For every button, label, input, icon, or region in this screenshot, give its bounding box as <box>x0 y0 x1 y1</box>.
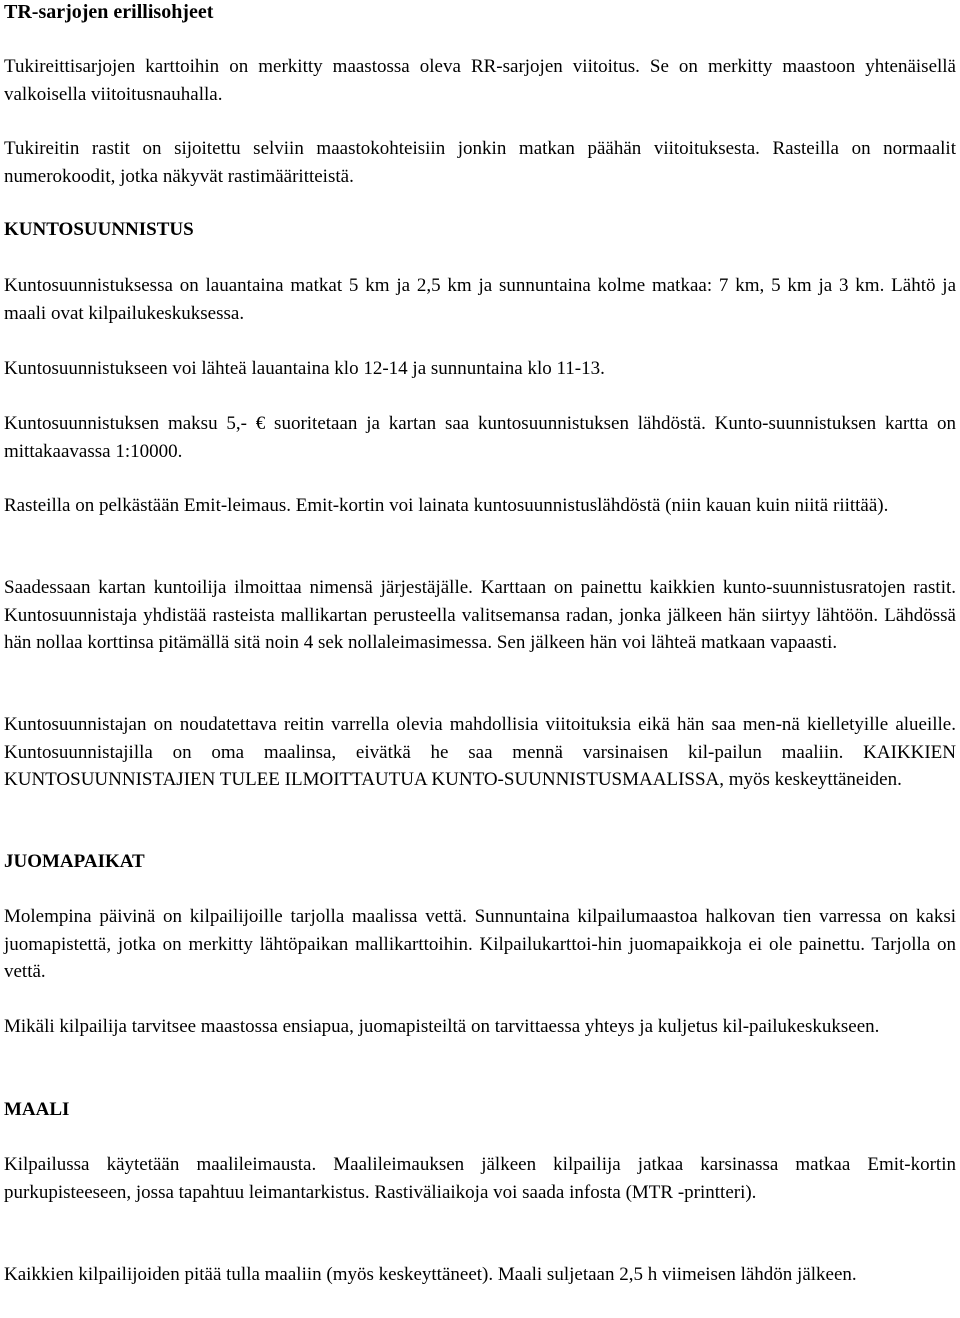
kuntosuunnistus-paragraph-6: Kuntosuunnistajan on noudatettava reitin varrella olevia mahdollisia viitoituksia eikä hän saa men-nä kielletyille alueille. Kuntosuunnistajilla on oma maalinsa, eivätkä he saa mennä varsinaisen kil-pailun maaliin. KAIKKIEN KUNTOSUUNNISTAJIEN TULEE ILMOITTAUTUA KUNTO-SUUNNISTUSMAALISSA, myös keskeyttäneiden. <box>4 714 956 790</box>
kuntosuunnistus-paragraph-3: Kuntosuunnistuksen maksu 5,- € suoritetaan ja kartan saa kuntosuunnistuksen lähdöstä. Kunto-suunnistuksen kartta on mittakaavassa 1:10000. <box>4 413 956 462</box>
section-heading-juomapaikat: JUOMAPAIKAT <box>4 851 145 872</box>
maali-paragraph-2: Kaikkien kilpailijoiden pitää tulla maaliin (myös keskeyttäneet). Maali suljetaan 2,5 h viimeisen lähdön jälkeen. <box>4 1264 857 1285</box>
kuntosuunnistus-paragraph-1: Kuntosuunnistuksessa on lauantaina matkat 5 km ja 2,5 km ja sunnuntaina kolme matkaa: 7 km, 5 km ja 3 km. Lähtö ja maali ovat kilpailukeskuksessa. <box>4 275 956 324</box>
page-title: TR-sarjojen erillisohjeet <box>4 1 214 23</box>
juomapaikat-paragraph-2: Mikäli kilpailija tarvitsee maastossa ensiapua, juomapisteiltä on tarvittaessa yhteys ja kuljetus kil-pailukeskukseen. <box>4 1016 880 1037</box>
intro-paragraph-1: Tukireittisarjojen karttoihin on merkitty maastossa oleva RR-sarjojen viitoitus. Se on merkitty maastoon yhtenäisellä valkoisella viitoitusnauhalla. <box>4 56 956 105</box>
section-heading-maali: MAALI <box>4 1099 70 1120</box>
juomapaikat-paragraph-1: Molempina päivinä on kilpailijoille tarjolla maalissa vettä. Sunnuntaina kilpailumaastoa halkovan tien varressa on kaksi juomapistettä, jotka on merkitty lähtöpaikan mallikarttoihin. Kilpailukarttoi-hin juomapaikkoja ei ole painettu. Tarjolla on vettä. <box>4 906 956 982</box>
kuntosuunnistus-paragraph-4: Rasteilla on pelkästään Emit-leimaus. Emit-kortin voi lainata kuntosuunnistuslähdöstä (niin kauan kuin niitä riittää). <box>4 495 889 516</box>
maali-paragraph-1: Kilpailussa käytetään maalileimausta. Maalileimauksen jälkeen kilpailija jatkaa karsinassa matkaa Emit-kortin purkupisteeseen, jossa tapahtuu leimantarkistus. Rastiväliaikoja voi saada infosta (MTR -printteri). <box>4 1154 956 1203</box>
section-heading-kuntosuunnistus: KUNTOSUUNNISTUS <box>4 219 194 240</box>
kuntosuunnistus-paragraph-5: Saadessaan kartan kuntoilija ilmoittaa nimensä järjestäjälle. Karttaan on painettu kaikkien kunto-suunnistusratojen rastit. Kuntosuunnistaja yhdistää rasteista mallikartan perusteella valitsemansa radan, jonka jälkeen hän siirtyy lähtöön. Lähdössä hän nollaa korttinsa pitämällä sitä noin 4 sek nollaleimasimessa. Sen jälkeen hän voi lähteä matkaan vapaasti. <box>4 577 956 653</box>
kuntosuunnistus-paragraph-2: Kuntosuunnistukseen voi lähteä lauantaina klo 12-14 ja sunnuntaina klo 11-13. <box>4 358 605 379</box>
intro-paragraph-2: Tukireitin rastit on sijoitettu selviin maastokohteisiin jonkin matkan päähän viitoituksesta. Rasteilla on normaalit numerokoodit, jotka näkyvät rastimääritteistä. <box>4 138 956 187</box>
